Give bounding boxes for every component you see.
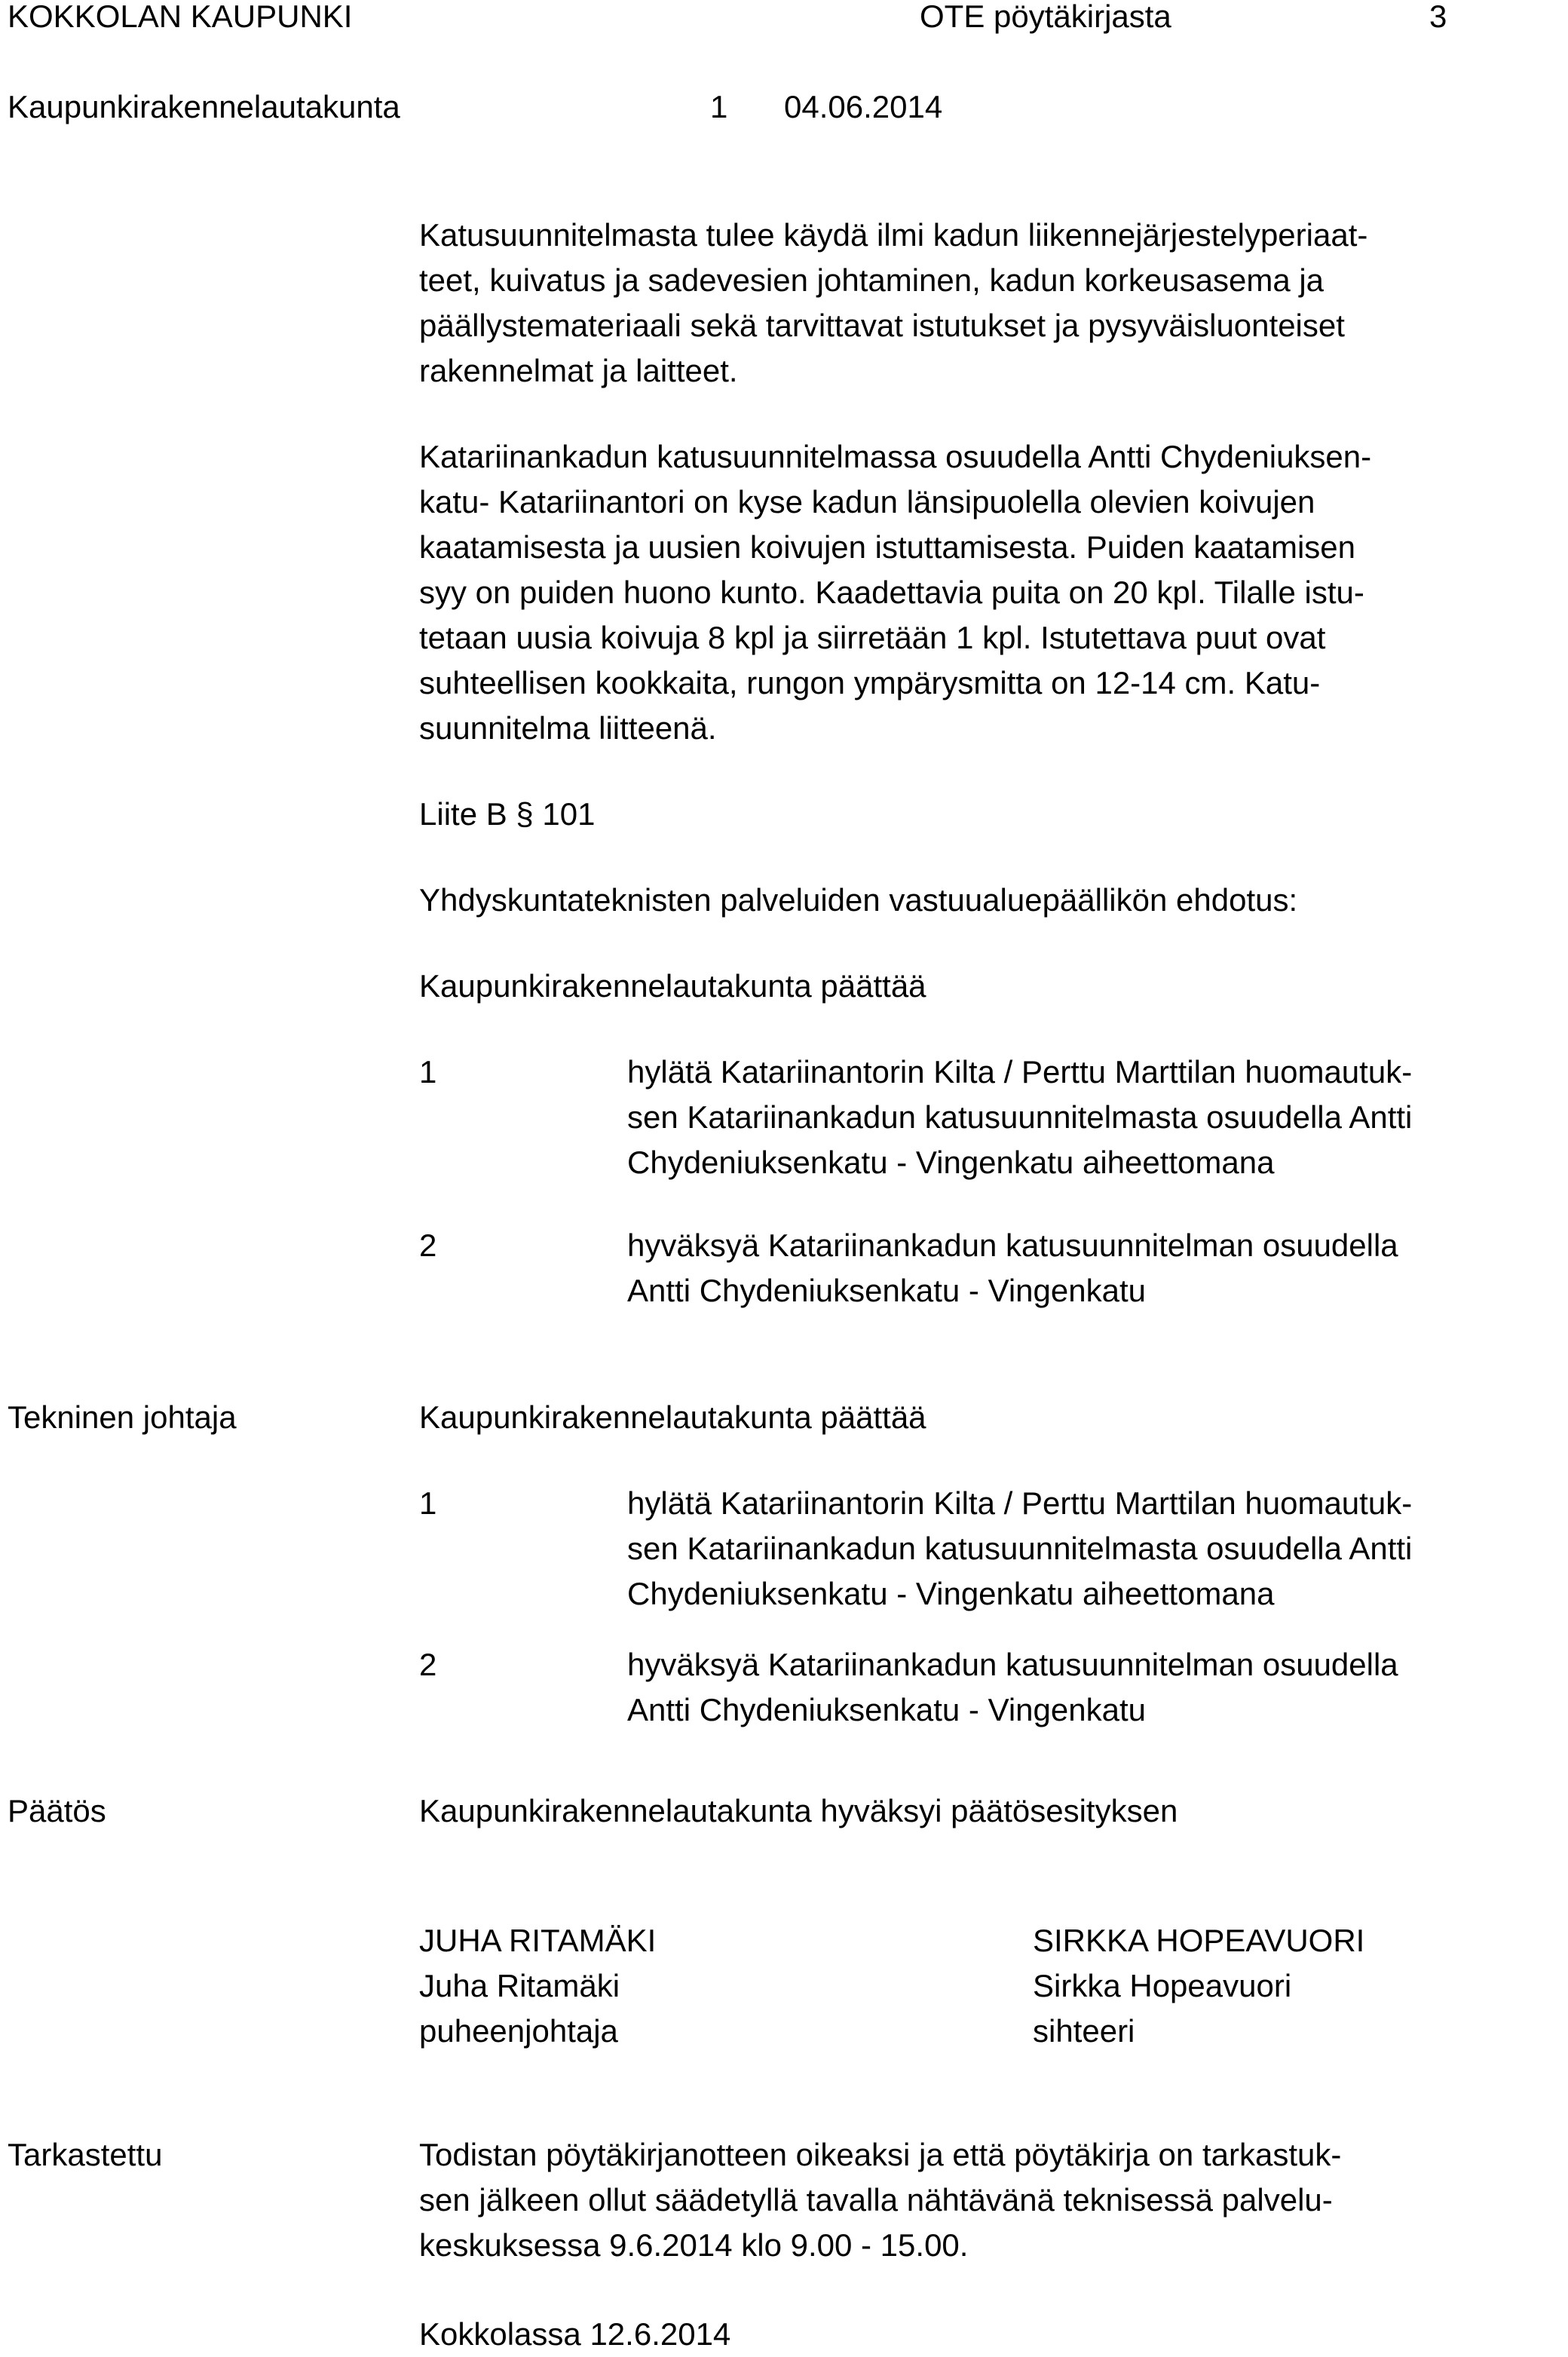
item-number: 1 bbox=[419, 1054, 437, 1090]
certification-line: sen jälkeen ollut säädetyllä tavalla nähtävänä teknisessä palvelu- bbox=[419, 2182, 1333, 2218]
item-line: Antti Chydeniuksenkatu - Vingenkatu bbox=[627, 1273, 1146, 1308]
item-number: 1 bbox=[419, 1485, 437, 1521]
signature-name-caps: SIRKKA HOPEAVUORI bbox=[1033, 1923, 1365, 1958]
background-paragraph-2 bbox=[419, 434, 1542, 751]
paragraph-line: Katariinankadun katusuunnitelmassa osuudella Antti Chydeniuksen- bbox=[419, 439, 1372, 474]
side-label-decision: Päätös bbox=[8, 1793, 106, 1828]
paragraph-line: rakennelmat ja laitteet. bbox=[419, 353, 738, 388]
meeting-date: 04.06.2014 bbox=[784, 89, 943, 124]
item-line: Chydeniuksenkatu - Vingenkatu aiheettomana bbox=[627, 1145, 1275, 1180]
proposal-heading: Yhdyskuntateknisten palveluiden vastuualuepäällikön ehdotus: bbox=[419, 882, 1298, 918]
item-line: sen Katariinankadun katusuunnitelmasta osuudella Antti bbox=[627, 1531, 1413, 1566]
signature-secretary bbox=[1033, 1918, 1364, 2054]
paragraph-line: suhteellisen kookkaita, rungon ympärysmitta on 12-14 cm. Katu- bbox=[419, 665, 1321, 700]
meeting-number: 1 bbox=[710, 89, 728, 124]
certification-line: Todistan pöytäkirjanotteen oikeaksi ja että pöytäkirja on tarkastuk- bbox=[419, 2137, 1342, 2172]
side-label-checked: Tarkastettu bbox=[8, 2137, 163, 2172]
item-line: sen Katariinankadun katusuunnitelmasta osuudella Antti bbox=[627, 1099, 1413, 1135]
decides-heading-1: Kaupunkirakennelautakunta päättää bbox=[419, 968, 926, 1004]
paragraph-line: Katusuunnitelmasta tulee käydä ilmi kadun liikennejärjestelyperiaat- bbox=[419, 217, 1368, 253]
certification-paragraph bbox=[419, 2132, 1542, 2268]
item-line: hyväksyä Katariinankadun katusuunnitelman osuudella bbox=[627, 1228, 1398, 1263]
item-line: hylätä Katariinantorin Kilta / Perttu Marttilan huomautuk- bbox=[627, 1054, 1413, 1090]
signature-role: puheenjohtaja bbox=[419, 2013, 618, 2049]
paragraph-line: tetaan uusia koivuja 8 kpl ja siirretään 1 kpl. Istutettava puut ovat bbox=[419, 620, 1326, 655]
page-number: 3 bbox=[1429, 0, 1447, 34]
item-number: 2 bbox=[419, 1228, 437, 1263]
board-name: Kaupunkirakennelautakunta bbox=[8, 89, 400, 124]
attachment-reference: Liite B § 101 bbox=[419, 796, 596, 832]
document-type: OTE pöytäkirjasta bbox=[920, 0, 1171, 34]
paragraph-line: katu- Katariinantori on kyse kadun länsipuolella olevien koivujen bbox=[419, 484, 1315, 520]
decides-heading-2: Kaupunkirakennelautakunta päättää bbox=[419, 1399, 926, 1435]
place-and-date: Kokkolassa 12.6.2014 bbox=[419, 2316, 731, 2352]
paragraph-line: teet, kuivatus ja sadevesien johtaminen, kadun korkeusasema ja bbox=[419, 262, 1325, 298]
paragraph-line: päällystemateriaali sekä tarvittavat istutukset ja pysyväisluonteiset bbox=[419, 308, 1345, 343]
decision-item-1 bbox=[627, 1481, 1562, 1617]
side-label-technical-director: Tekninen johtaja bbox=[8, 1399, 237, 1435]
paragraph-line: kaatamisesta ja uusien koivujen istuttamisesta. Puiden kaatamisen bbox=[419, 529, 1355, 565]
item-line: hylätä Katariinantorin Kilta / Perttu Marttilan huomautuk- bbox=[627, 1485, 1413, 1521]
decision-text: Kaupunkirakennelautakunta hyväksyi päätösesityksen bbox=[419, 1793, 1178, 1828]
certification-line: keskuksessa 9.6.2014 klo 9.00 - 15.00. bbox=[419, 2227, 969, 2263]
item-line: hyväksyä Katariinankadun katusuunnitelman osuudella bbox=[627, 1647, 1398, 1682]
paragraph-line: suunnitelma liitteenä. bbox=[419, 710, 717, 746]
decision-item-2 bbox=[627, 1642, 1562, 1733]
item-number: 2 bbox=[419, 1647, 437, 1682]
signature-name-caps: JUHA RITAMÄKI bbox=[419, 1923, 657, 1958]
item-line: Antti Chydeniuksenkatu - Vingenkatu bbox=[627, 1692, 1146, 1727]
signature-name: Sirkka Hopeavuori bbox=[1033, 1968, 1292, 2003]
background-paragraph-1 bbox=[419, 213, 1542, 394]
item-line: Chydeniuksenkatu - Vingenkatu aiheettomana bbox=[627, 1576, 1275, 1611]
municipality-name: KOKKOLAN KAUPUNKI bbox=[8, 0, 353, 34]
signature-role: sihteeri bbox=[1033, 2013, 1135, 2049]
signature-chairman bbox=[419, 1918, 656, 2054]
signature-name: Juha Ritamäki bbox=[419, 1968, 620, 2003]
proposal-item-1 bbox=[627, 1050, 1562, 1185]
paragraph-line: syy on puiden huono kunto. Kaadettavia puita on 20 kpl. Tilalle istu- bbox=[419, 575, 1364, 610]
proposal-item-2 bbox=[627, 1223, 1562, 1313]
